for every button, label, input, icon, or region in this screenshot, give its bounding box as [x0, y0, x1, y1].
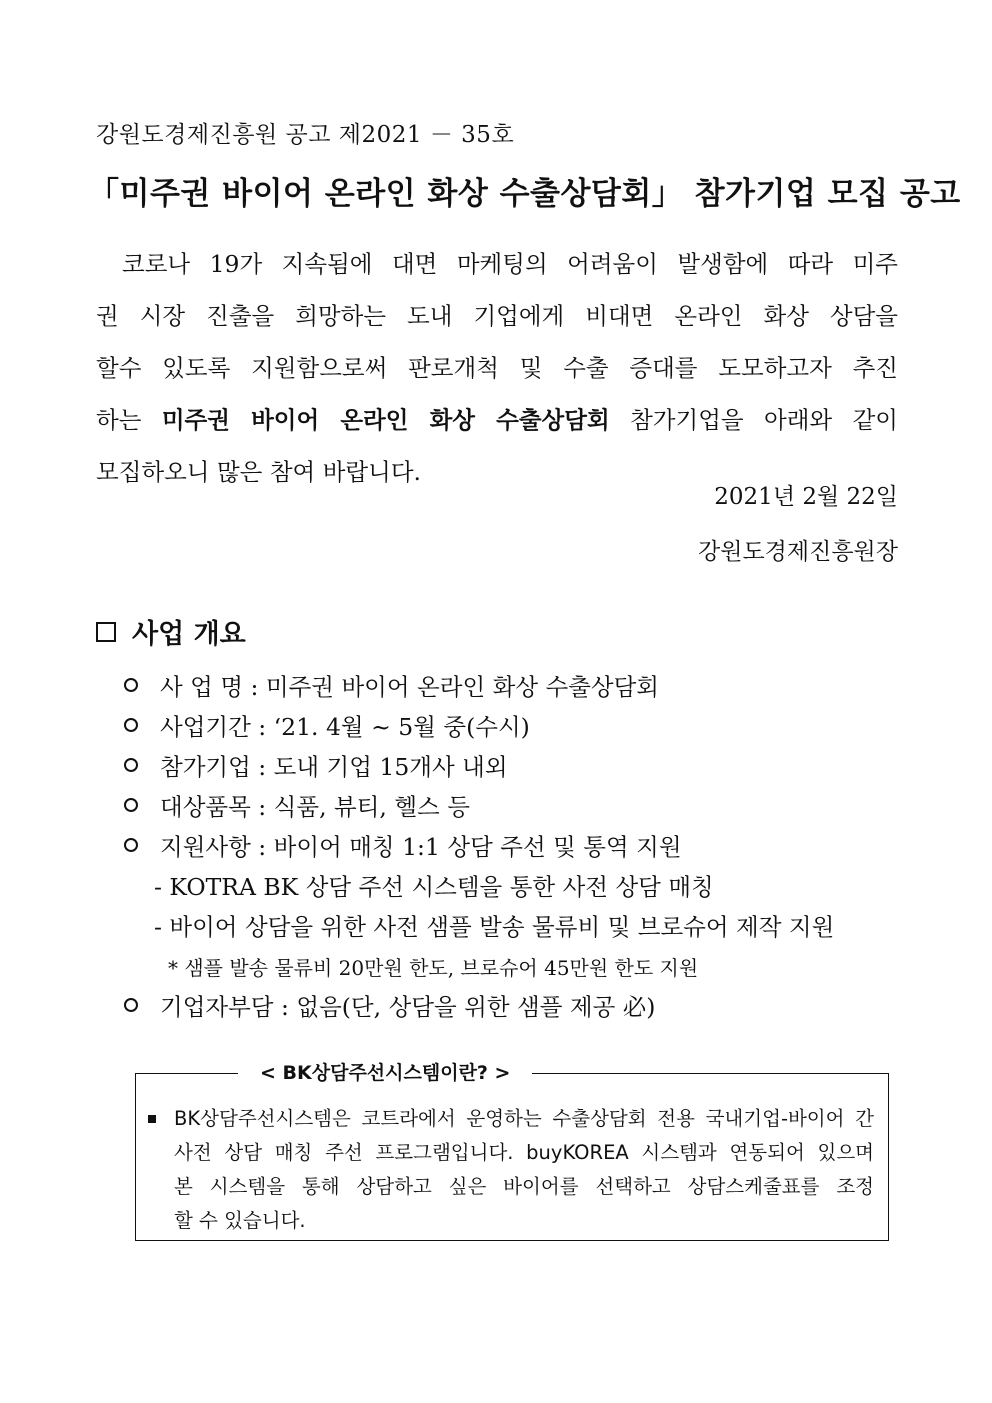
intro-line: 할수 있도록 지원함으로써 판로개척 및 수출 증대를 도모하고자 추진: [96, 354, 898, 382]
circle-bullet-icon: [124, 678, 138, 692]
intro-line: 모집하오니 많은 참여 바랍니다.: [96, 458, 421, 486]
info-box-title: < BK상담주선시스템이란? >: [238, 1058, 532, 1085]
section-heading-text: 사업 개요: [132, 619, 246, 650]
list-item-text: 대상품목 : 식품, 뷰티, 헬스 등: [160, 793, 470, 821]
circle-bullet-icon: [124, 758, 138, 772]
circle-bullet-icon: [124, 838, 138, 852]
list-item-text: 기업자부담 : 없음(단, 상담을 위한 샘플 제공 必): [160, 993, 656, 1021]
info-line: BK상담주선시스템은 코트라에서 운영하는 수출상담회 전용 국내기업-바이어 간: [174, 1107, 874, 1130]
list-item-text: 참가기업 : 도내 기업 15개사 내외: [160, 753, 508, 781]
square-bullet-icon: [96, 622, 116, 642]
square-bullet-icon: [148, 1115, 156, 1123]
intro-text: 참가기업을 아래와 같이: [630, 406, 898, 434]
notice-number: 강원도경제진흥원 공고 제2021 － 35호: [96, 122, 515, 148]
list-item: [122, 748, 508, 782]
list-item: [122, 828, 682, 862]
intro-text: 하는: [96, 406, 142, 434]
footnote: * 샘플 발송 물류비 20만원 한도, 브로슈어 45만원 한도 지원: [168, 956, 699, 980]
page-title: 「미주권 바이어 온라인 화상 수출상담회」 참가기업 모집 공고: [88, 176, 961, 212]
list-item: [122, 788, 470, 822]
list-item-text: 지원사항 : 바이어 매칭 1:1 상담 주선 및 통역 지원: [160, 833, 682, 861]
circle-bullet-icon: [124, 798, 138, 812]
section-heading: [96, 612, 246, 651]
info-line: 본 시스템을 통해 상담하고 싶은 바이어를 선택하고 상담스케줄표를 조정: [174, 1175, 874, 1198]
list-item: [122, 988, 655, 1022]
intro-line: [96, 394, 898, 446]
list-item-text: 사업기간 : ‘21. 4월 ~ 5월 중(수시): [160, 713, 530, 741]
list-item: [122, 708, 530, 742]
notice-date: 2021년 2월 22일: [714, 484, 898, 510]
info-line: 사전 상담 매칭 주선 프로그램입니다. buyKOREA 시스템과 연동되어 있으며: [174, 1141, 874, 1164]
sub-item: - KOTRA BK 상담 주선 시스템을 통한 사전 상담 매칭: [154, 873, 714, 901]
circle-bullet-icon: [124, 998, 138, 1012]
info-box-text: [174, 1102, 874, 1238]
sub-item: - 바이어 상담을 위한 사전 샘플 발송 물류비 및 브로슈어 제작 지원: [154, 913, 835, 941]
circle-bullet-icon: [124, 718, 138, 732]
list-item: [122, 668, 659, 702]
info-line: 할 수 있습니다.: [174, 1209, 306, 1232]
event-name-bold: 미주권 바이어 온라인 화상 수출상담회: [161, 406, 610, 434]
list-item-text: 사 업 명 : 미주권 바이어 온라인 화상 수출상담회: [160, 673, 659, 701]
intro-line: 코로나 19가 지속됨에 대면 마케팅의 어려움이 발생함에 따라 미주: [122, 250, 898, 278]
intro-paragraph: [96, 238, 898, 498]
intro-line: 권 시장 진출을 희망하는 도내 기업에게 비대면 온라인 화상 상담을: [96, 302, 898, 330]
signer: 강원도경제진흥원장: [698, 539, 898, 565]
